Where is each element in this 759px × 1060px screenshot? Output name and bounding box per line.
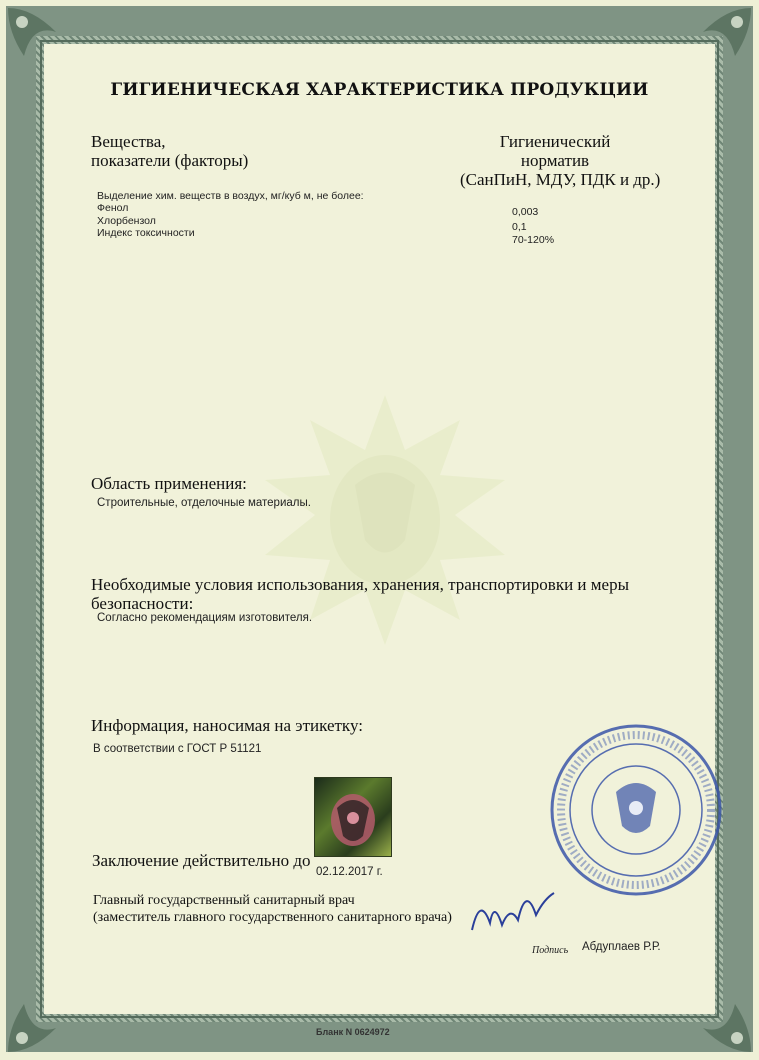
- corner-ornament-icon: [699, 4, 755, 60]
- corner-ornament-icon: [4, 4, 60, 60]
- hologram-sticker: [314, 777, 392, 857]
- label-info-label: Информация, наносимая на этикетку:: [91, 716, 363, 735]
- label-info-value: В соответствии с ГОСТ Р 51121: [93, 743, 262, 755]
- validity-date: 02.12.2017 г.: [316, 866, 383, 878]
- scope-label: Область применения:: [91, 474, 247, 493]
- conditions-value: Согласно рекомендациям изготовителя.: [97, 612, 313, 624]
- right-header-line-1: Гигиенический: [499, 132, 611, 151]
- document-title: ГИГИЕНИЧЕСКАЯ ХАРАКТЕРИСТИКА ПРОДУКЦИИ: [110, 80, 649, 100]
- row-value-chlorobenzene: 0,1: [512, 221, 527, 233]
- row-name-phenol: Фенол: [97, 202, 129, 214]
- row-value-phenol: 0,003: [512, 206, 539, 218]
- corner-ornament-icon: [4, 1000, 60, 1056]
- left-header-line-2: показатели (факторы): [91, 151, 249, 170]
- conditions-label-line-2: безопасности:: [91, 594, 194, 613]
- row-name-toxicity-index: Индекс токсичности: [97, 227, 195, 239]
- corner-ornament-icon: [699, 1000, 755, 1056]
- handwritten-signature-icon: [460, 875, 560, 945]
- signer-name: Абдуплаев Р.Р.: [582, 941, 661, 953]
- scope-value: Строительные, отделочные материалы.: [97, 497, 311, 509]
- left-header-line-1: Вещества,: [91, 132, 166, 151]
- signer-title-line-1: Главный государственный санитарный врач: [93, 893, 355, 908]
- validity-label: Заключение действительно до: [92, 851, 311, 870]
- row-name-chlorobenzene: Хлорбензол: [97, 215, 156, 227]
- form-number: Бланк N 0624972: [316, 1027, 390, 1037]
- right-header-line-3: (СанПиН, МДУ, ПДК и др.): [460, 170, 661, 189]
- eagle-watermark-icon: [255, 390, 515, 650]
- conditions-label-line-1: Необходимые условия использования, хранения, транспортировки и меры: [91, 575, 629, 594]
- signature-caption: Подпись: [532, 945, 569, 956]
- row-name-emission: Выделение хим. веществ в воздух, мг/куб м, не более:: [97, 190, 364, 202]
- official-stamp-icon: [548, 722, 724, 898]
- right-header-line-2: норматив: [520, 151, 590, 170]
- row-value-toxicity-index: 70-120%: [512, 234, 555, 246]
- signer-title-line-2: (заместитель главного государственного санитарного врача): [93, 910, 452, 925]
- double-headed-eagle-icon: [315, 778, 391, 856]
